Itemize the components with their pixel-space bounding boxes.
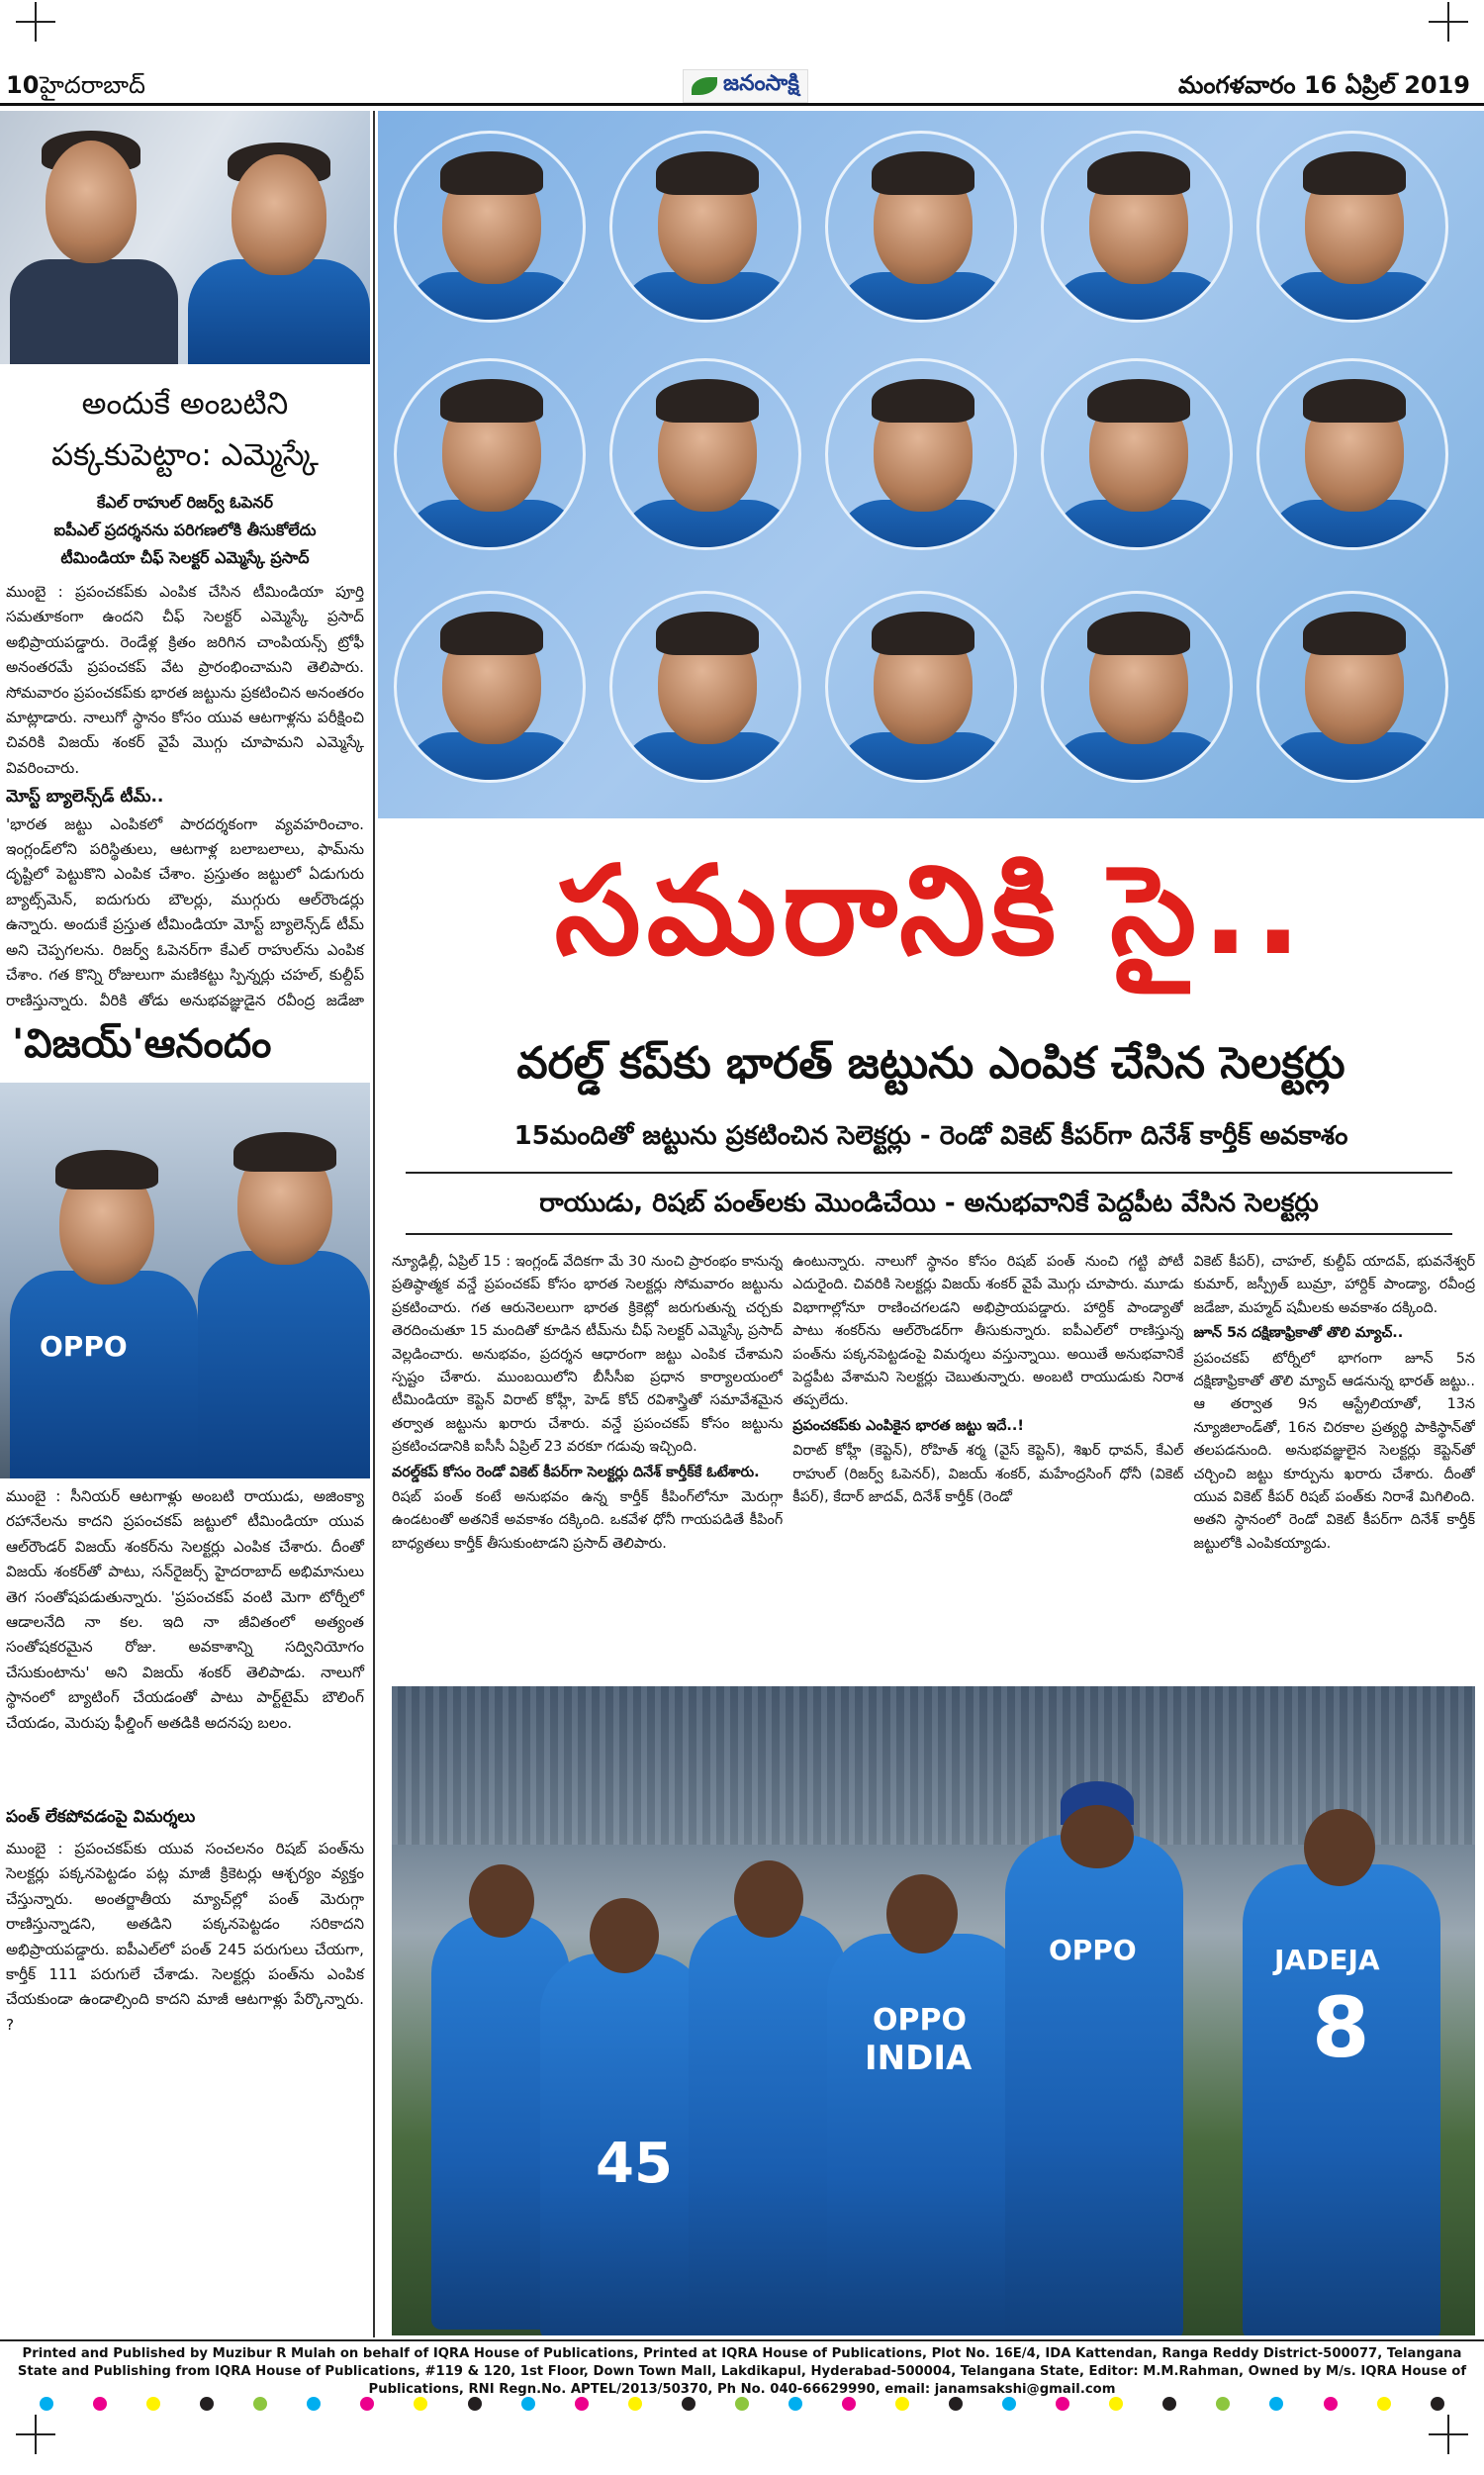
crop-mark-icon: [16, 2, 55, 42]
edition-city: హైదరాబాద్: [40, 71, 145, 99]
player-hair: [872, 379, 974, 423]
paragraph: ఉంటున్నారు. నాలుగో స్థానం కోసం రిషబ్ పంత్ నుంచి గట్టి పోటీ ఎదురైంది. చివరికి సెలక్టర్లు విజయ్ శంకర్ వైపే మొగ్గు చూపారు. మూడు విభాగాల్లోనూ రాణించగలడని అభిప్రాయపడ్డారు. హార్దిక్ పాండ్యాతో పాటు శంకర్‌ను ఆల్‌రౌండర్‌గా తీసుకున్నారు. ఐపీఎల్‌లో రాణిస్తున్న పంత్‌ను పక్కనపెట్టడంపై విమర్శలు వస్తున్నాయి. అయితే అనుభవానికే పెద్దపీట వేశామని సెలక్టర్లు చెబుతున్నారు. అంబటి రాయుడుకు నిరాశ తప్పలేదు.: [792, 1254, 1184, 1409]
player-head: [590, 1898, 659, 1973]
vijay-story-body: [0, 1484, 370, 1801]
jersey-number-text: 45: [596, 2132, 673, 2196]
registration-dot: [307, 2397, 321, 2411]
player-portrait: [1041, 591, 1233, 783]
player-jersey: [198, 1251, 370, 1478]
print-imprint: Printed and Published by Muzibur R Mulah on behalf of IQRA House of Publications, Printed at IQRA House of Publications, Plot No. 16E/4, IDA Kattendan, Ranga Reddy District-500077, Telangana State and Publishing from IQRA House of Publications, #119 & 120, 1st Floor, Down Town Mall, Lakdikapul, Hyderabad-500004, Telangana State, Editor: M.M.Rahman, Owned by M/s. IQRA House of Publications, RNI Regn.No. APTEL/2013/50370, Ph No. 040-66629990, email: janamsakshi@gmail.com: [17, 2346, 1467, 2397]
registration-dot: [1324, 2397, 1338, 2411]
registration-dot: [1109, 2397, 1123, 2411]
jersey-country-text: INDIA: [865, 2039, 973, 2078]
player-portrait: [394, 131, 586, 323]
registration-dot: [414, 2397, 427, 2411]
column-subhead: వరల్డ్‌కప్ కోసం రెండో వికెట్ కీపర్‌గా సెలక్టర్లు దినేశ్ కార్తీక్‌కే ఓటేశారు.: [392, 1464, 760, 1480]
newspaper-logo: [683, 69, 808, 103]
player-figure: [1005, 1835, 1183, 2335]
pant-story-body: [0, 1837, 370, 2163]
player-hair: [656, 612, 759, 655]
player-head: [734, 1860, 803, 1938]
player-hair: [656, 379, 759, 423]
paragraph: ముంబై : ప్రపంచకప్‌కు యువ సంచలనం రిషబ్ పంత్‌ను సెలక్టర్లు పక్కనపెట్టడం పట్ల మాజీ క్రికెటర్లు ఆశ్చర్యం వ్యక్తం చేస్తున్నారు. అంతర్జాతీయ మ్యాచ్‌ల్లో పంత్ మెరుగ్గా రాణిస్తున్నాడని, అతడిని పక్కనపెట్టడం సరికాదని అభిప్రాయపడ్డారు. ఐపీఎల్‌లో పంత్ 245 పరుగులు చేయగా, కార్తీక్ 111 పరుగులే చేశాడు. సెలక్టర్లు పంత్‌ను ఎంపిక చేయకుండా ఉండాల్సింది కాదని మాజీ ఆటగాళ్లు పేర్కొన్నారు. ?: [6, 1840, 364, 2034]
player-head: [886, 1874, 958, 1953]
leaf-icon: [692, 77, 717, 95]
player-hair: [656, 151, 759, 195]
jersey-number-text: 8: [1312, 1979, 1370, 2076]
player-hair: [440, 151, 543, 195]
subhead: మోస్ట్ బ్యాలెన్స్‌డ్ టీమ్..: [6, 787, 164, 808]
player-portrait: [1041, 358, 1233, 550]
paragraph: 'భారత జట్టు ఎంపికలో పారదర్శకంగా వ్యవహరించాం. ఇంగ్లండ్‌లోని పరిస్థితులు, ఆటగాళ్ల బలాబలాలు, ఫామ్‌ను దృష్టిలో పెట్టుకొని ఎంపిక చేశాం. ప్రస్తుతం జట్టులో ఏడుగురు బ్యాట్స్‌మెన్, ఐదుగురు బౌలర్లు, ముగ్గురు ఆల్‌రౌండర్లు ఉన్నారు. అందుకే ప్రస్తుత టీమిండియా మోస్ట్ బ్యాలెన్స్‌డ్ టీమ్ అని చెప్పగలను. రిజర్వ్ ఓపెనర్‌గా కేఎల్ రాహుల్‌ను ఎంపిక చేశాం. గత కొన్ని రోజులుగా మణికట్టు స్పిన్నర్లు చహల్, కుల్దీప్ రాణిస్తున్నారు. వీరికి తోడు అనుభవజ్ఞుడైన రవీంద్ర జడేజా: [6, 814, 364, 1009]
paragraph: విరాట్ కోహ్లీ (కెప్టెన్), రోహిత్ శర్మ (వైస్ కెప్టెన్), శిఖర్ ధావన్, కేఎల్ రాహుల్ (రిజర్వ్ ఓపెనర్), విజయ్ శంకర్, మహేంద్రసింగ్ ధోనీ (వికెట్ కీపర్), కేదార్ జాదవ్, దినేశ్ కార్తీక్ (రెండో: [792, 1443, 1184, 1506]
player-figure: [689, 1914, 847, 2335]
page-number: 10: [6, 71, 40, 99]
column-subhead: ప్రపంచకప్‌కు ఎంపికైన భారత జట్టు ఇదే..!: [792, 1417, 1024, 1434]
main-subhead: వరల్డ్ కప్‌కు భారత్ జట్టును ఎంపిక చేసిన సెలక్టర్లు: [516, 1038, 1345, 1089]
main-kicker: 15మందితో జట్టును ప్రకటించిన సెలెక్టర్లు - రెండో వికెట్ కీపర్‌గా దినేశ్ కార్తీక్ అవకాశం: [513, 1121, 1348, 1151]
player-portrait: [1041, 131, 1233, 323]
pant-subhead: పంత్ లేకపోవడంపై విమర్శలు: [6, 1807, 196, 1827]
player-figure: [827, 1934, 1025, 2335]
registration-dot: [1216, 2397, 1230, 2411]
jersey-brand-text: OPPO: [873, 2003, 967, 2038]
player-hair: [1303, 612, 1406, 655]
player-portrait: [609, 358, 801, 550]
player-portrait: [1256, 591, 1448, 783]
person-face: [46, 141, 137, 263]
registration-dot: [788, 2397, 802, 2411]
column-divider: [373, 111, 375, 2337]
player-portrait: [1256, 358, 1448, 550]
paragraph: వికెట్ కీపర్), చాహల్, కుల్దీప్ యాదవ్, భువనేశ్వర్ కుమార్, జస్ప్రీత్ బుమ్రా, హార్దిక్ పాండ్యా, రవీంద్ర జడేజా, మహ్మద్ షమీలకు అవకాశం దక్కింది.: [1193, 1254, 1475, 1316]
registration-dot: [1431, 2397, 1444, 2411]
footer-rule: [0, 2339, 1484, 2341]
crop-mark-icon: [1429, 2415, 1468, 2454]
paragraph: ముంబై : సీనియర్ ఆటగాళ్లు అంబటి రాయుడు, అజింక్యా రహానేలను కాదని ప్రపంచకప్ జట్టులో టీమిండియా యువ ఆల్‌రౌండర్ విజయ్ శంకర్‌ను సెలక్టర్లు ఎంపిక చేశారు. దీంతో విజయ్ శంకర్‌తో పాటు, సన్‌రైజర్స్ హైదరాబాద్ అభిమానులు తెగ సంతోషపడుతున్నారు. 'ప్రపంచకప్ వంటి మెగా టోర్నీలో ఆడాలనేది నా కల. ఇది నా జీవితంలో అత్యంత సంతోషకరమైన రోజు. అవకాశాన్ని సద్వినియోగం చేసుకుంటాను' అని విజయ్ శంకర్ తెలిపాడు. నాలుగో స్థానంలో బ్యాటింగ్ చేయడంతో పాటు పార్ట్‌టైమ్ బౌలింగ్ చేయడం, మెరుపు ఫీల్డింగ్ అతడికి అదనపు బలం.: [6, 1487, 364, 1732]
registration-dot: [575, 2397, 589, 2411]
player-hair: [1303, 151, 1406, 195]
story-column: [1193, 1251, 1475, 1670]
newspaper-name: జనంసాక్షి: [723, 71, 799, 96]
left-story-body: [0, 580, 370, 1015]
registration-dot: [735, 2397, 749, 2411]
player-portrait: [609, 131, 801, 323]
registration-dot: [1056, 2397, 1069, 2411]
paragraph: ముంబై : ప్రపంచకప్‌కు ఎంపిక చేసిన టీమిండియా పూర్తి సమతూకంగా ఉందని చీఫ్ సెలక్టర్ ఎమ్మెస్కే ప్రసాద్ అభిప్రాయపడ్డారు. రెండేళ్ల క్రితం జరిగిన చాంపియన్స్ ట్రోఫీ అనంతరమే ప్రపంచకప్ వేట ప్రారంభించామని తెలిపారు. సోమవారం ప్రపంచకప్‌కు భారత జట్టును ప్రకటించిన అనంతరం మాట్లాడారు. నాలుగో స్థానం కోసం యువ ఆటగాళ్లను పరీక్షించి చివరికి విజయ్ శంకర్ వైపే మొగ్గు చూపామని ఎమ్మెస్కే వివరించారు.: [6, 583, 364, 777]
masthead-rule: [0, 103, 1484, 106]
jersey-brand-text: OPPO: [1049, 1934, 1137, 1966]
left-story-byline: టీమిండియా చీఫ్ సెలక్టర్ ఎమ్మెస్కే ప్రసాద్: [60, 548, 310, 567]
vijay-story-headline: 'విజయ్'ఆనందం: [12, 1021, 272, 1067]
player-portrait: [394, 358, 586, 550]
crop-mark-icon: [1429, 2, 1468, 42]
main-headline: సమరానికి సై..: [554, 840, 1308, 983]
story-column: [792, 1251, 1183, 1670]
player-hair: [872, 612, 974, 655]
registration-dot: [628, 2397, 642, 2411]
player-hair: [1303, 379, 1406, 423]
issue-date: మంగళవారం 16 ఏప్రిల్ 2019: [1178, 71, 1470, 99]
paragraph: రిషబ్ పంత్ కంటే అనుభవం ఉన్న కార్తీక్ కీపింగ్‌లోనూ మెరుగ్గా ఉండటంతో అతనికే అవకాశం దక్కింది. ఒకవేళ ధోనీ గాయపడితే కీపింగ్ బాధ్యతలు కార్తీక్ తీసుకుంటాడని ప్రసాద్ తెలిపారు.: [392, 1489, 784, 1552]
deck-line: ఐపీఎల్ ప్రదర్శనను పరిగణలోకి తీసుకోలేదు: [53, 521, 317, 539]
jersey-brand-text: OPPO: [40, 1330, 128, 1363]
crop-mark-icon: [16, 2415, 55, 2454]
person-suit: [10, 259, 178, 364]
player-hair: [872, 151, 974, 195]
masthead: [0, 0, 1484, 109]
paragraph: ప్రపంచకప్ టోర్నీలో భాగంగా జూన్ 5న దక్షిణాఫ్రికాతో తొలి మ్యాచ్ ఆడనున్న భారత్ జట్టు.. ఆ తర్వాత 9న ఆస్ట్రేలియాతో, 13న న్యూజిలాండ్‌తో, 16న చిరకాల ప్రత్యర్థి పాకిస్థాన్‌తో తలపడనుంది. అనుభవజ్ఞులైన సెలక్టర్లు కెప్టెన్‌తో చర్చించి జట్టు కూర్పును ఖరారు చేశారు. దీంతో యువ వికెట్ కీపర్ రిషబ్ పంత్‌కు నిరాశే మిగిలింది. అతని స్థానంలో రెండో వికెట్ కీపర్‌గా దినేశ్ కార్తీక్ జట్టులోకి ఎంపికయ్యాడు.: [1193, 1350, 1475, 1552]
registration-dot: [40, 2397, 53, 2411]
headline-line: అందుకే అంబటిని: [81, 386, 289, 422]
player-figure: [1243, 1864, 1440, 2335]
registration-dot: [1002, 2397, 1016, 2411]
player-portrait: [825, 591, 1017, 783]
registration-dot: [468, 2397, 482, 2411]
player-hair: [440, 612, 543, 655]
left-story-deck: [0, 489, 370, 544]
column-subhead: జూన్ 5న దక్షిణాఫ్రికాతో తొలి మ్యాచ్..: [1193, 1325, 1404, 1342]
registration-dot: [93, 2397, 107, 2411]
registration-dot: [146, 2397, 160, 2411]
left-story-headline: [0, 378, 370, 481]
deck-line: కేఎల్ రాహుల్ రిజర్వ్ ఓపెనర్: [97, 493, 273, 512]
main-story-columns: [392, 1251, 1475, 1670]
registration-dot: [521, 2397, 535, 2411]
selectors-photo: [0, 111, 370, 364]
player-hair: [440, 379, 543, 423]
player-portrait: [825, 358, 1017, 550]
story-column: [392, 1251, 783, 1670]
squad-portrait-grid: [378, 111, 1484, 818]
team-celebration-photo: [392, 1686, 1475, 2335]
registration-dot: [895, 2397, 909, 2411]
player-head: [1061, 1805, 1134, 1868]
player-portrait: [394, 591, 586, 783]
registration-color-bar: [40, 2397, 1444, 2411]
registration-dot: [682, 2397, 696, 2411]
player-hair: [1087, 612, 1190, 655]
player-hair: [1087, 379, 1190, 423]
registration-dot: [949, 2397, 963, 2411]
headline-line: పక్కకుపెట్టాం: ఎమ్మెస్కే: [50, 437, 320, 473]
registration-dot: [200, 2397, 214, 2411]
registration-dot: [253, 2397, 267, 2411]
player-head: [1304, 1809, 1375, 1886]
player-jersey: [10, 1271, 198, 1478]
paragraph: న్యూఢిల్లీ, ఏప్రిల్ 15 : ఇంగ్లండ్ వేదికగా మే 30 నుంచి ప్రారంభం కానున్న ప్రతిష్ఠాత్మక వన్డే ప్రపంచకప్ కోసం భారత సెలక్టర్లు సోమవారం జట్టును ప్రకటించారు. గత ఆరునెలలుగా భారత క్రికెట్లో జరుగుతున్న చర్చకు తెరదించుతూ 15 మందితో కూడిన టీమ్‌ను చీఫ్ సెలక్టర్ ఎమ్మెస్కే ప్రసాద్ వెల్లడించారు. అనుభవం, ప్రదర్శన ఆధారంగా జట్టు ఎంపిక చేశామని స్పష్టం చేశారు. ముంబయిలోని బీసీసీఐ ప్రధాన కార్యాలయంలో టీమిండియా కెప్టెన్ విరాట్ కోహ్లీ, హెడ్ కోచ్ రవిశాస్త్రితో సమావేశమైన తర్వాత జట్టును ఖరారు చేశారు. వన్డే ప్రపంచకప్ కోసం జట్టును ప్రకటించడానికి ఐసీసీ ఏప్రిల్ 23 వరకూ గడువు ఇచ్చింది.: [392, 1254, 784, 1456]
player-hair: [55, 1150, 158, 1190]
registration-dot: [360, 2397, 374, 2411]
registration-dot: [842, 2397, 856, 2411]
player-hair: [1087, 151, 1190, 195]
player-head: [469, 1864, 534, 1938]
vijay-kohli-photo: [0, 1083, 370, 1478]
player-portrait: [825, 131, 1017, 323]
main-banner: రాయుడు, రిషబ్ పంత్‌లకు మొండిచేయి - అనుభవానికే పెద్దపీట వేసిన సెలక్టర్లు: [406, 1172, 1452, 1235]
registration-dot: [1269, 2397, 1283, 2411]
left-column: [0, 111, 370, 2337]
player-portrait: [1256, 131, 1448, 323]
player-hair: [233, 1132, 336, 1172]
player-portrait: [609, 591, 801, 783]
registration-dot: [1377, 2397, 1391, 2411]
registration-dot: [1162, 2397, 1176, 2411]
jersey-name-text: JADEJA: [1274, 1944, 1380, 1976]
person-face: [232, 154, 326, 275]
